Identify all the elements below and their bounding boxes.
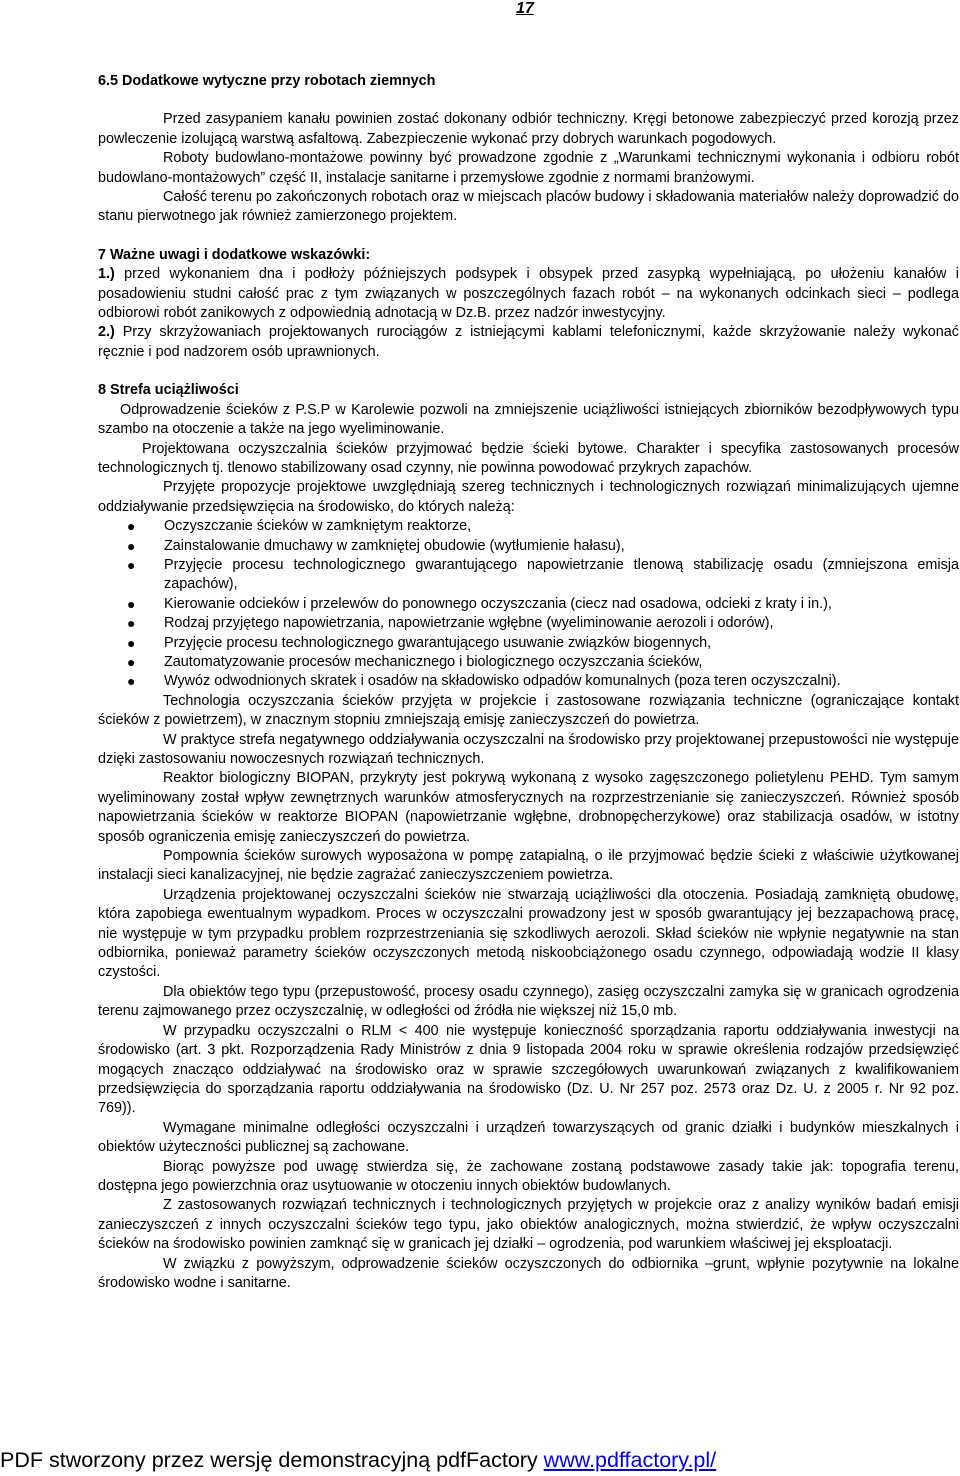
list-item: ● Przyjęcie procesu technologicznego gwarantującego napowietrzanie tlenową stabilizację osadu (zmniejszona emisja zapachów), [127, 556, 959, 593]
list-item: ● Kierowanie odcieków i przelewów do ponownego oczyszczania (ciecz nad osadowa, odcieki z kraty i in.), [98, 595, 959, 614]
paragraph: Projektowana oczyszczalnia ścieków przyjmować będzie ścieki bytowe. Charakter i specyfika zastosowanych procesów technologicznych tj. tlenowo stabilizowany osad czynny, nie powinna powodować przykrych zapachów. [98, 440, 959, 476]
paragraph: Wymagane minimalne odległości oczyszczalni i urządzeń towarzyszących od granic działki i budynków mieszkalnych i obiektów użyteczności publicznej są zachowane. [98, 1119, 959, 1156]
paragraph: Odprowadzenie ścieków z P.S.P w Karolewie pozwoli na zmniejszenie uciążliwości istniejących zbiorników bezodpływowych typu szambo na otoczenie a także na jego wyeliminowanie. [98, 401, 959, 438]
paragraph: Roboty budowlano-montażowe powinny być prowadzone zgodnie z „Warunkami technicznymi wykonania i odbioru robót budowlano-montażowych” część II, instalacje sanitarne i przemysłowe zgodnie z normami branżowymi. [98, 150, 959, 186]
measures-list [98, 517, 959, 692]
section-7-heading: 7 Ważne uwagi i dodatkowe wskazówki: [98, 246, 371, 263]
paragraph: Przed zasypaniem kanału powinien zostać dokonany odbiór techniczny. Kręgi betonowe zabezpieczyć przed korozją przez powleczenie izolującą warstwą asfaltową. Zabezpieczenie wykonać przy dobrych warunkach pogodowych. [98, 111, 959, 147]
pdf-footer [0, 1448, 716, 1473]
document-body [98, 72, 959, 1293]
paragraph: W przypadku oczyszczalni o RLM < 400 nie występuje konieczność sporządzania raportu oddziaływania inwestycji na środowisko (art. 3 pkt. Rozporządzenia Rady Ministrów z dnia 9 listopada 2004 roku w sprawie określenia rodzajów przedsięwzięć mogących znacząco oddziaływać na środowisko oraz w sprawie szczegółowych uwarunkowań związanych z kwalifikowaniem przedsięwzięcia do sporządzania raportu oddziaływania na środowisko (Dz. U. Nr 257 poz. 2573 oraz Dz. U. z 2005 r. Nr 92 poz. 769)). [98, 1022, 959, 1117]
note-number: 2.) [98, 324, 115, 341]
bullet-icon: ● [127, 634, 136, 651]
paragraph: Dla obiektów tego typu (przepustowość, procesy osadu czynnego), zasięg oczyszczalni zamyka się w granicach ogrodzenia terenu zajmowanego przez oczyszczalnię, w odległości od źródła nie większej niż 15,0 mb. [98, 983, 959, 1020]
paragraph: W praktyce strefa negatywnego oddziaływania oczyszczalni na środowisko przy projektowanej przepustowości nie występuje dzięki zastosowaniu nowoczesnych rozwiązań technicznych. [98, 731, 959, 767]
bullet-icon: ● [127, 518, 136, 535]
paragraph: Z zastosowanych rozwiązań technicznych i technologicznych przyjętych w projekcie oraz z analizy wyników badań emisji zanieczyszczeń z innych oczyszczalni ścieków tego typu, jako obiektów analogicznych, można stwierdzić, że wpływ oczyszczalni ścieków na środowisko powinien zamknąć się w granicach jej działki – ogrodzenia, pod warunkiem właściwej jej eksploatacji. [98, 1197, 959, 1253]
list-item: ● Oczyszczanie ścieków w zamkniętym reaktorze, [98, 517, 959, 536]
bullet-icon: ● [127, 556, 136, 573]
bullet-icon: ● [127, 537, 136, 554]
section-6-5-heading: 6.5 Dodatkowe wytyczne przy robotach ziemnych [98, 73, 436, 89]
list-item: ● Zautomatyzowanie procesów mechanicznego i biologicznego oczyszczania ścieków, [98, 653, 959, 672]
paragraph: Pompownia ścieków surowych wyposażona w pompę zatapialną, o ile przyjmować będzie ścieki z właściwie użytkowanej instalacji sieci kanalizacyjnej, nie będzie zagrażać zanieczyszczeniem powietrza. [98, 848, 959, 884]
list-item: ● Rodzaj przyjętego napowietrzania, napowietrzanie wgłębne (wyeliminowanie aerozoli i odorów), [98, 614, 959, 633]
list-item: ● Przyjęcie procesu technologicznego gwarantującego usuwanie związków biogennych, [98, 634, 959, 653]
note-item-2 [98, 323, 959, 362]
paragraph: Przyjęte propozycje projektowe uwzględniają szereg technicznych i technologicznych rozwiązań minimalizujących ujemne oddziaływanie przedsięwzięcia na środowisko, do których należą: [98, 479, 959, 515]
list-item: ● Wywóz odwodnionych skratek i osadów na składowisko odpadów komunalnych (poza teren oczyszczalni). [98, 672, 959, 691]
paragraph: Całość terenu po zakończonych robotach oraz w miejscach placów budowy i składowania materiałów należy doprowadzić do stanu pierwotnego jak również zamierzonego projektem. [98, 189, 959, 225]
paragraph: Reaktor biologiczny BIOPAN, przykryty jest pokrywą wykonaną z wysoko zagęszczonego polietylenu PEHD. Tym samym wyeliminowany został wpływ zewnętrznych warunków atmosferycznych na rozprzestrzenianie się zanieczyszczeń. Również sposób napowietrzania ścieków w reaktorze BIOPAN (napowietrzanie wgłębne, drobnopęcherzykowe) oraz stabilizacja osadów, w istotny sposób ograniczenia emisję zanieczyszczeń do powietrza. [98, 770, 959, 845]
page-number: 17 [516, 0, 534, 17]
bullet-icon: ● [127, 673, 136, 690]
paragraph: Biorąc powyższe pod uwagę stwierdza się, że zachowane zostaną podstawowe zasady takie jak: topografia terenu, dostępna jego powierzchnia oraz usytuowanie w otoczeniu innych obiektów budowlanych. [98, 1158, 959, 1194]
bullet-icon: ● [127, 653, 136, 670]
footer-text: PDF stworzony przez wersję demonstracyjną pdfFactory [0, 1448, 544, 1472]
section-8-heading: 8 Strefa uciążliwości [98, 382, 239, 399]
list-item: ● Zainstalowanie dmuchawy w zamkniętej obudowie (wytłumienie hałasu), [98, 537, 959, 556]
note-item-1 [98, 265, 959, 323]
paragraph: Urządzenia projektowanej oczyszczalni ścieków nie stwarzają uciążliwości dla otoczenia. Posiadają zamkniętą obudowę, która zapobiega ewentualnym wypadkom. Proces w oczyszczalni prowadzony jest w sposób gwarantujący jej bezzapachową pracę, nie występuje w tym przypadku problem rozprzestrzeniania się szkodliwych aerozoli. Skład ścieków nie wpłynie negatywnie na stan odbiornika, ponieważ parametry ścieków oczyszczonych metodą niskoobciążonego osadu czynnego, odpowiadają wodzie II klasy czystości. [98, 886, 959, 981]
note-text: przed wykonaniem dna i podłoży późniejszych podsypek i obsypek przed zasypką wypełniającą, po ułożeniu kanałów i posadowieniu studni całość prac z tym związanych w poszczególnych fazach robót – na wykonanych odcinkach sieci – podlega odbiorowi robót zanikowych z odpowiednią adnotacją w Dz.B. przez nadzór inwestycyjny. [98, 266, 959, 322]
bullet-icon: ● [127, 595, 136, 612]
note-text: Przy skrzyżowaniach projektowanych rurociągów z istniejącymi kablami telefonicznymi, każde skrzyżowanie należy wykonać ręcznie i pod nadzorem osób uprawnionych. [98, 324, 959, 360]
bullet-icon: ● [127, 615, 136, 632]
paragraph: W związku z powyższym, odprowadzenie ścieków oczyszczonych do odbiornika –grunt, wpłynie pozytywnie na lokalne środowisko wodne i sanitarne. [98, 1255, 959, 1291]
note-number: 1.) [98, 266, 115, 283]
footer-link[interactable]: www.pdffactory.pl/ [543, 1448, 717, 1472]
paragraph: Technologia oczyszczania ścieków przyjęta w projekcie i zastosowane rozwiązania techniczne (ograniczające kontakt ścieków z powietrzem), w znacznym stopniu zmniejszają emisję zanieczyszczeń do powietrza. [98, 692, 959, 729]
